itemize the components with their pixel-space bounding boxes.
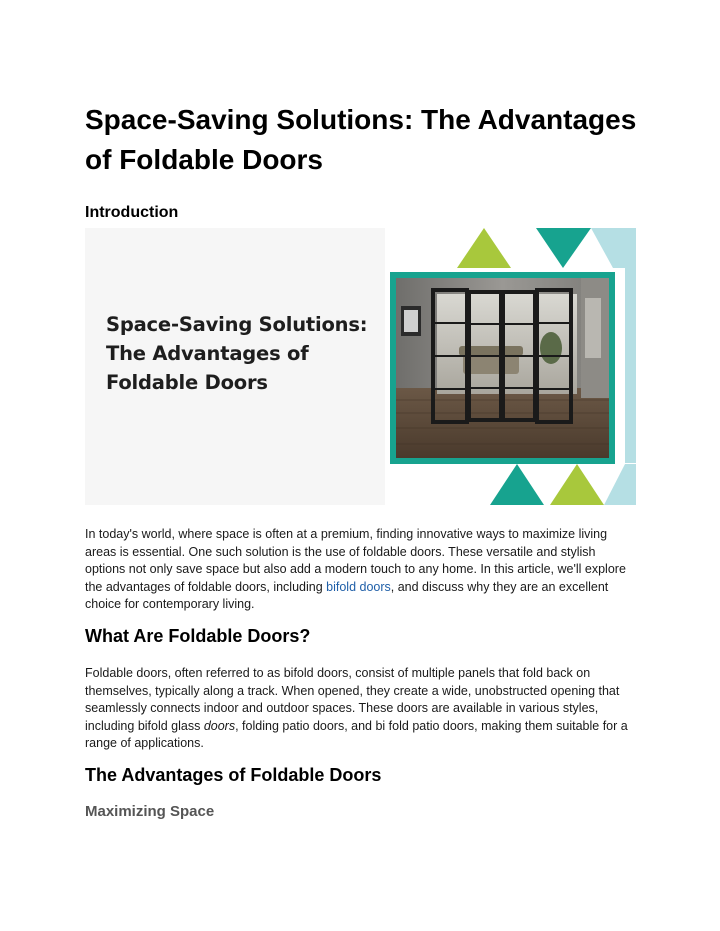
banner-line: The Advantages of: [106, 342, 309, 365]
intro-paragraph: In today's world, where space is often at a premium, finding innovative ways to maximize living areas is essential. One such solution is the use of foldable doors. These versatile and stylish options not only save space but also add a modern touch to any home. In this article, we'll explore the advantages of foldable doors, including bifold doors, and discuss why they are an excellent choice for contemporary living.: [85, 527, 626, 611]
article-banner-image: [85, 228, 636, 505]
banner-line: Space-Saving Solutions:: [106, 313, 368, 336]
introduction-heading: Introduction: [85, 204, 179, 221]
subsection-heading-maximizing-space: Maximizing Space: [85, 803, 215, 820]
bifold-doors-link[interactable]: bifold doors: [326, 579, 391, 594]
section-heading-what-are: What Are Foldable Doors?: [85, 626, 311, 646]
room-photo: [396, 278, 609, 458]
banner-heading: [106, 310, 386, 397]
banner-line: Foldable Doors: [106, 371, 268, 394]
section-paragraph-what-are: Foldable doors, often referred to as bifold doors, consist of multiple panels that fold back on themselves, typically along a track. When opened, they create a wide, unobstructed opening that seamlessly connects indoor and outdoor spaces. These doors are available in various styles, including bifold glass doors, folding patio doors, and bi fold patio doors, making them suitable for a range of applications.: [85, 666, 628, 750]
page-title: Space-Saving Solutions: The Advantages of Foldable Doors: [85, 104, 637, 175]
section-heading-advantages: The Advantages of Foldable Doors: [85, 765, 382, 785]
